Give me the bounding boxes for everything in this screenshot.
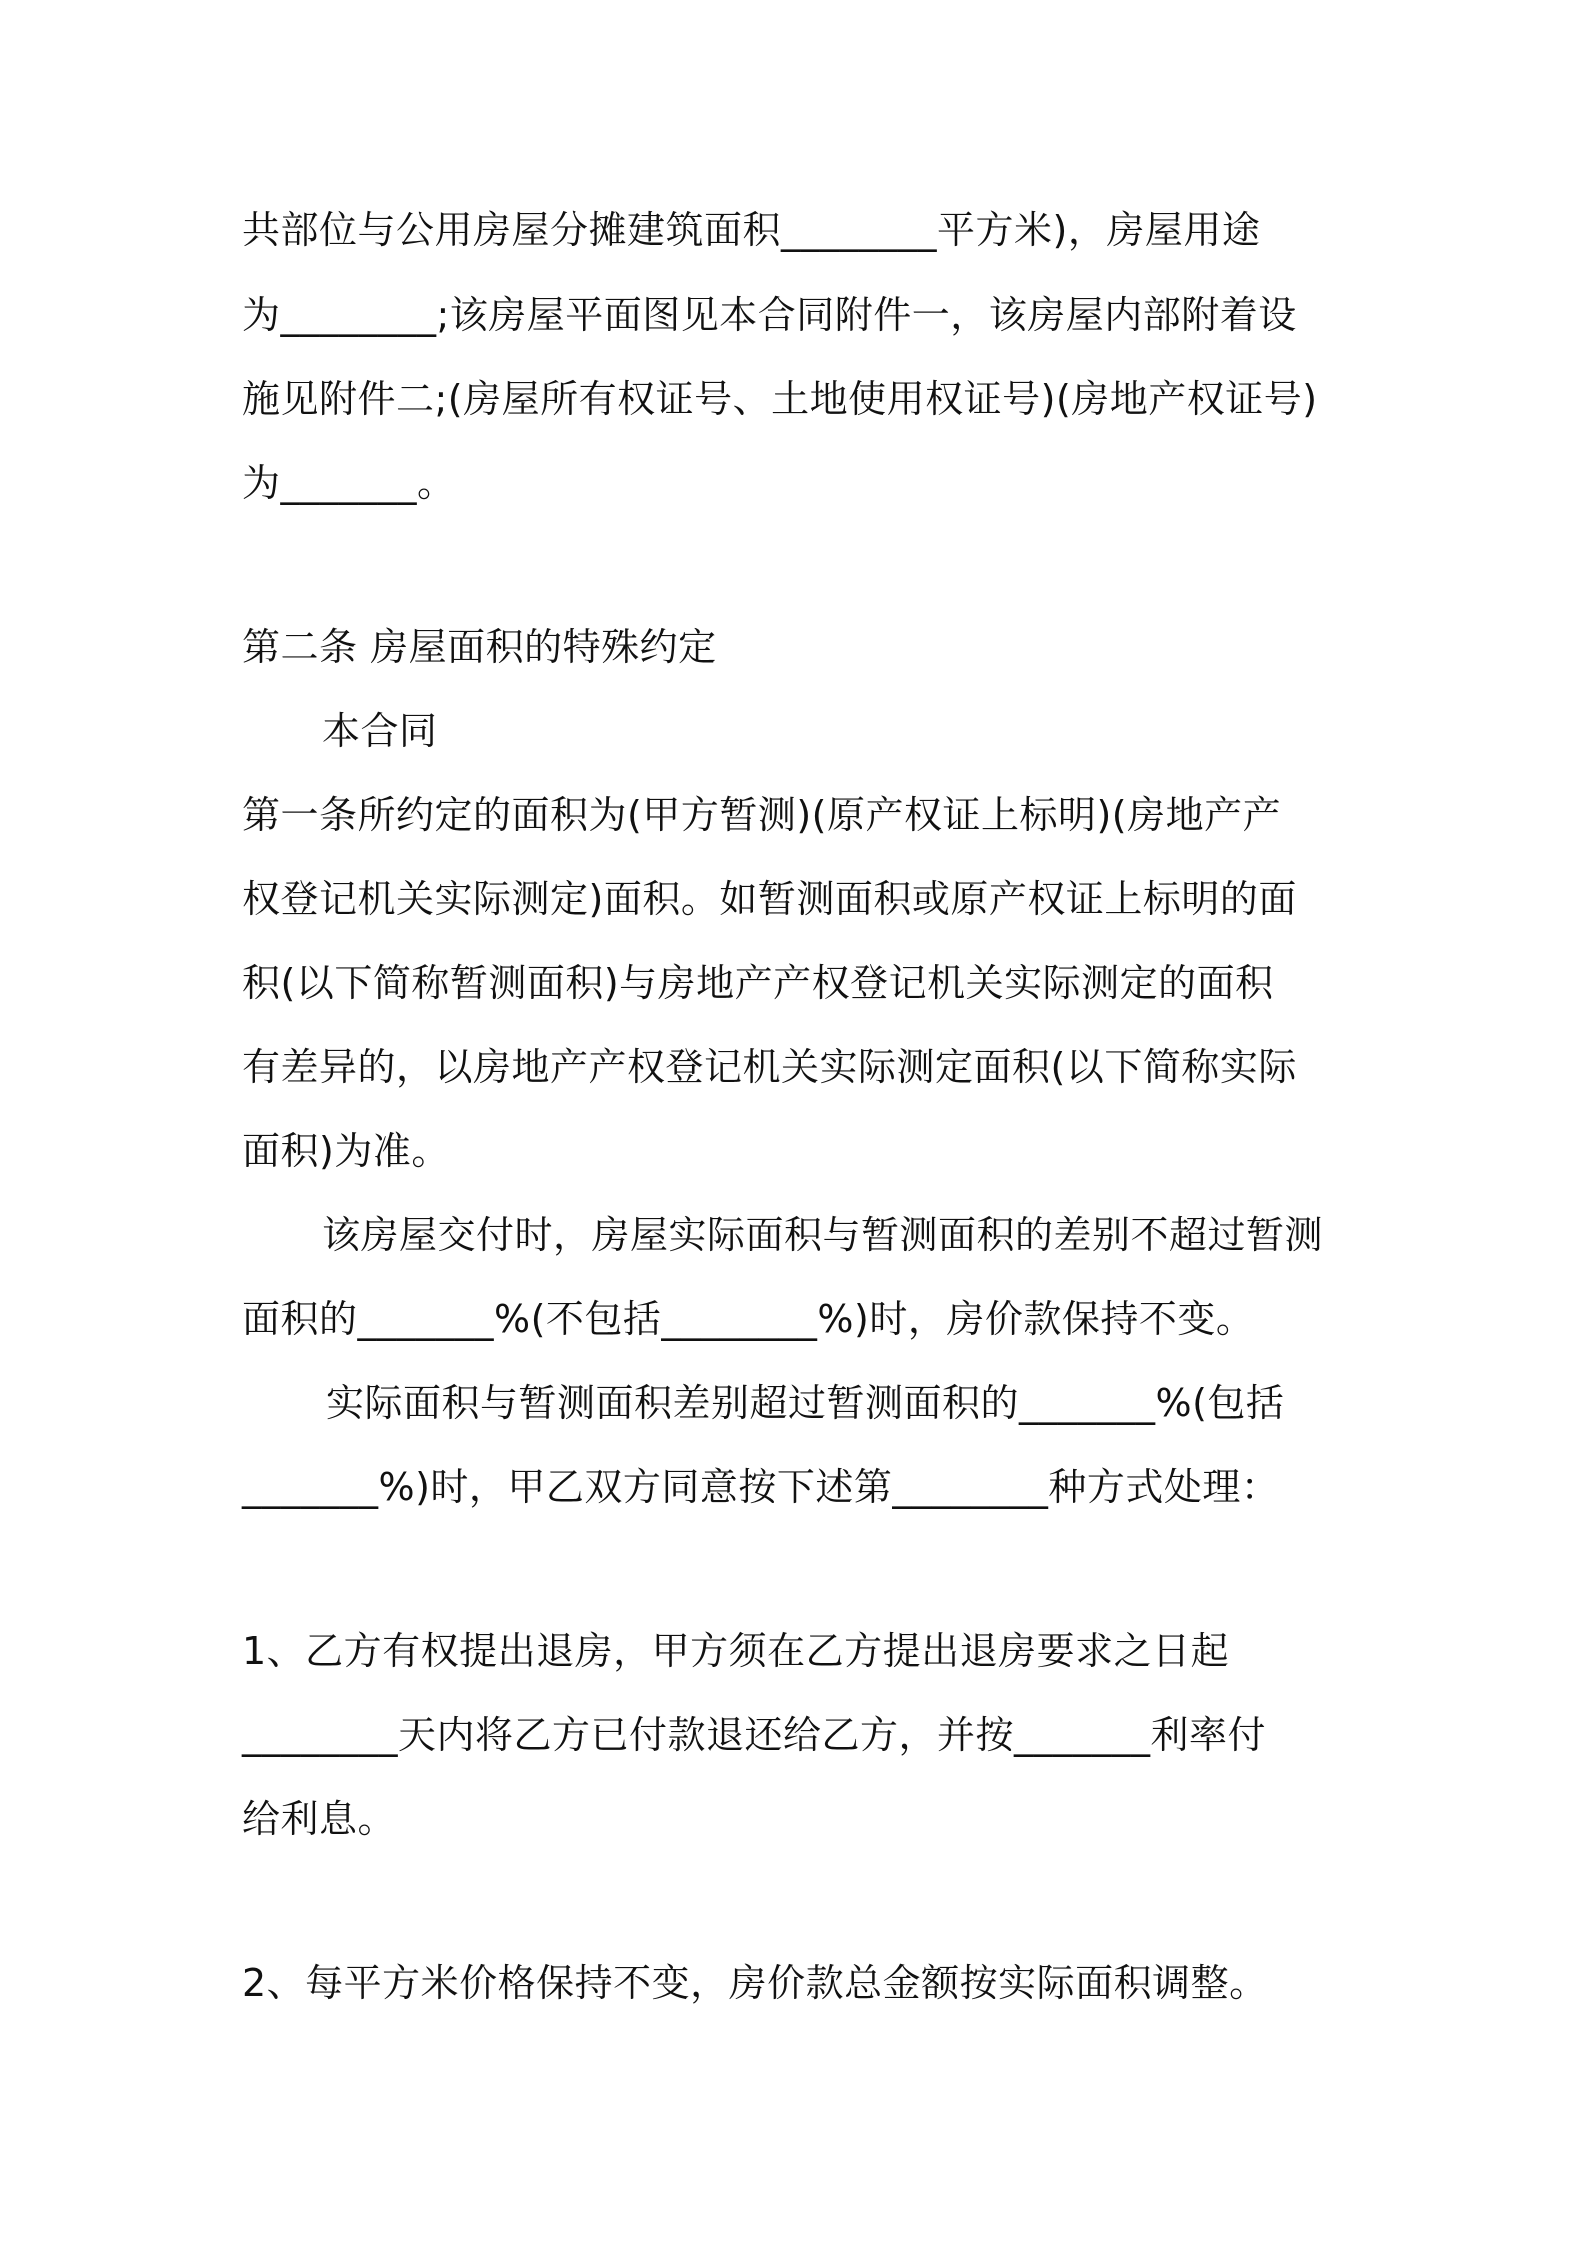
clause-line: 第一条所约定的面积为(甲方暂测)(原产权证上标明)(房地产产 — [242, 793, 1282, 837]
article-intro: 本合同 — [322, 709, 438, 753]
clause-line: 实际面积与暂测面积差别超过暂测面积的_______%(包括 — [326, 1381, 1285, 1425]
paragraph-line: 为_______。 — [242, 461, 456, 505]
clause-line: _______%)时，甲乙双方同意按下述第________种方式处理： — [242, 1465, 1280, 1509]
clause-line: 面积的_______%(不包括________%)时，房价款保持不变。 — [242, 1297, 1255, 1341]
clause-line: 面积)为准。 — [242, 1129, 450, 1173]
clause-line: 该房屋交付时，房屋实际面积与暂测面积的差别不超过暂测 — [322, 1213, 1324, 1257]
paragraph-line: 为________;该房屋平面图见本合同附件一，该房屋内部附着设 — [242, 293, 1297, 337]
paragraph-line: 共部位与公用房屋分摊建筑面积________平方米)，房屋用途 — [242, 208, 1261, 252]
clause-line: 权登记机关实际测定)面积。如暂测面积或原产权证上标明的面 — [242, 877, 1297, 921]
option-line: 给利息。 — [242, 1797, 397, 1841]
article-heading: 第二条 房屋面积的特殊约定 — [242, 625, 717, 669]
paragraph-line: 施见附件二;(房屋所有权证号、土地使用权证号)(房地产权证号) — [242, 377, 1318, 421]
option-line: 1、乙方有权提出退房，甲方须在乙方提出退房要求之日起 — [242, 1629, 1230, 1673]
clause-line: 有差异的，以房地产产权登记机关实际测定面积(以下简称实际 — [242, 1045, 1297, 1089]
option-line: ________天内将乙方已付款退还给乙方，并按_______利率付 — [242, 1713, 1267, 1757]
clause-line: 积(以下简称暂测面积)与房地产产权登记机关实际测定的面积 — [242, 961, 1274, 1005]
option-line: 2、每平方米价格保持不变，房价款总金额按实际面积调整。 — [242, 1961, 1268, 2005]
